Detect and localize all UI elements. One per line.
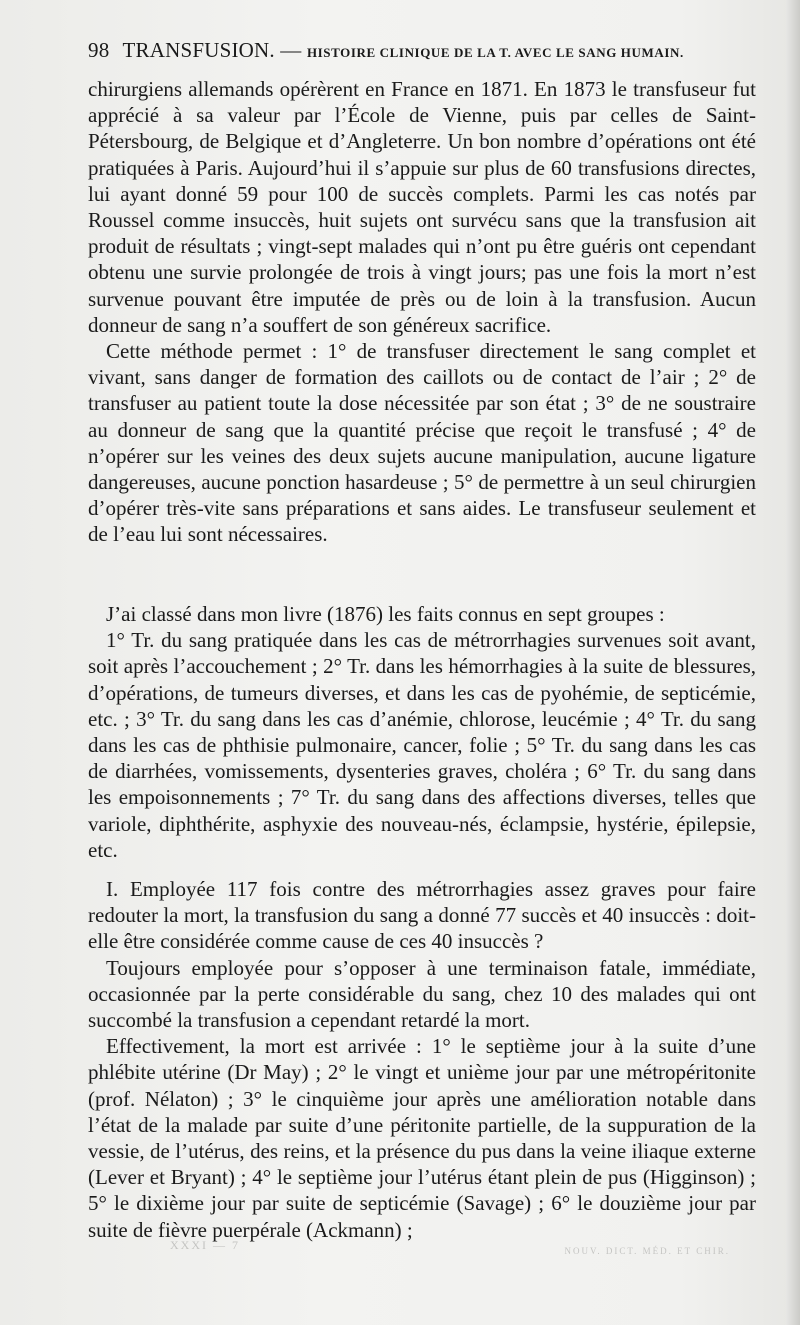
header-subtitle: HISTOIRE CLINIQUE DE LA T. AVEC LE SANG HUMAIN. bbox=[306, 45, 684, 60]
header-dash: — bbox=[280, 38, 302, 62]
paragraph: Cette méthode permet : 1° de transfuser directement le sang complet et vivant, sans danger de formation des caillots ou de contact de l’air ; 2° de transfuser au patient toute la dose nécessitée par son état ; 3° de ne soustraire au donneur de sang que la quantité précise que reçoit le transfusé ; 4° de n’opérer sur les veines des deux sujets aucune manipulation, aucune ligature dangereuses, aucune ponction hasardeuse ; 5° de permettre à un seul chirurgien d’opérer très-vite sans préparations et sans aides. Le transfuseur seulement et de l’eau lui sont nécessaires. bbox=[88, 339, 756, 547]
paragraph: J’ai classé dans mon livre (1876) les faits connus en sept groupes : bbox=[106, 602, 665, 626]
page-edge-shadow bbox=[786, 0, 800, 1325]
text-block-1 bbox=[88, 76, 756, 548]
text-block-3 bbox=[88, 876, 756, 1243]
paragraph: chirurgiens allemands opérèrent en France en 1871. En 1873 le transfuseur fut apprécié à sa valeur par l’École de Vienne, puis par celles de Saint-Pétersbourg, de Belgique et d’Angleterre. Un bon nombre d’opérations ont été pratiquées à Paris. Aujourd’hui il s’appuie sur plus de 60 transfusions directes, lui ayant donné 59 pour 100 de succès complets. Parmi les cas notés par Roussel comme insuccès, huit sujets ont survécu sans que la transfusion ait produit de résultats ; vingt-sept malades qui n’ont pu être guéris ont cependant obtenu une survie prolongée de trois à vingt jours; pas une fois la mort n’est survenue pouvant être imputée de près ou de loin à la transfusion. Aucun donneur de sang n’a souffert de son généreux sacrifice. bbox=[88, 77, 756, 337]
footer-signature: XXXI — 7 bbox=[170, 1238, 240, 1252]
text-block-2 bbox=[88, 601, 756, 863]
paragraph: I. Employée 117 fois contre des métrorrhagies assez graves pour faire redouter la mort, la transfusion du sang a donné 77 succès et 40 insuccès : doit-elle être considérée comme cause de ces 40 insuccès ? bbox=[88, 877, 756, 954]
header-title: TRANSFUSION. bbox=[122, 38, 275, 62]
paragraph: Effectivement, la mort est arrivée : 1° le septième jour à la suite d’une phlébite utérine (Dr May) ; 2° le vingt et unième jour par une métropéritonite (prof. Nélaton) ; 3° le cinquième jour après une amélioration notable dans l’état de la malade par suite d’une péritonite partielle, de la suppuration de la vessie, de l’utérus, des reins, et la présence du pus dans la veine iliaque externe (Lever et Bryant) ; 4° le septième jour l’utérus étant plein de pus (Higginson) ; 5° le dixième jour par suite de septicémie (Savage) ; 6° le douzième jour par suite de fièvre puerpérale (Ackmann) ; bbox=[88, 1034, 756, 1242]
page-footer bbox=[170, 1238, 730, 1256]
paragraph: Toujours employée pour s’opposer à une terminaison fatale, immédiate, occasionnée par la perte considérable du sang, chez 10 des malades qui ont succombé la transfusion a cependant retardé la mort. bbox=[88, 955, 756, 1033]
running-header bbox=[88, 38, 728, 63]
footer-series-title: NOUV. DICT. MÉD. ET CHIR. bbox=[564, 1246, 730, 1256]
page-number: 98 bbox=[88, 38, 110, 62]
paragraph: 1° Tr. du sang pratiquée dans les cas de métrorrhagies survenues soit avant, soit après l’accouchement ; 2° Tr. dans les hémorrhagies à la suite de blessures, d’opérations, de tumeurs diverses, et dans les cas de pyohémie, de septicémie, etc. ; 3° Tr. du sang dans les cas d’anémie, chlorose, leucémie ; 4° Tr. du sang dans les cas de phthisie pulmonaire, cancer, folie ; 5° Tr. du sang dans les cas de diarrhées, vomissements, dysenteries graves, choléra ; 6° Tr. du sang dans les empoisonnements ; 7° Tr. du sang dans des affections diverses, telles que variole, diphthérite, asphyxie des nouveau-nés, éclampsie, hystérie, épilepsie, etc. bbox=[88, 628, 756, 862]
